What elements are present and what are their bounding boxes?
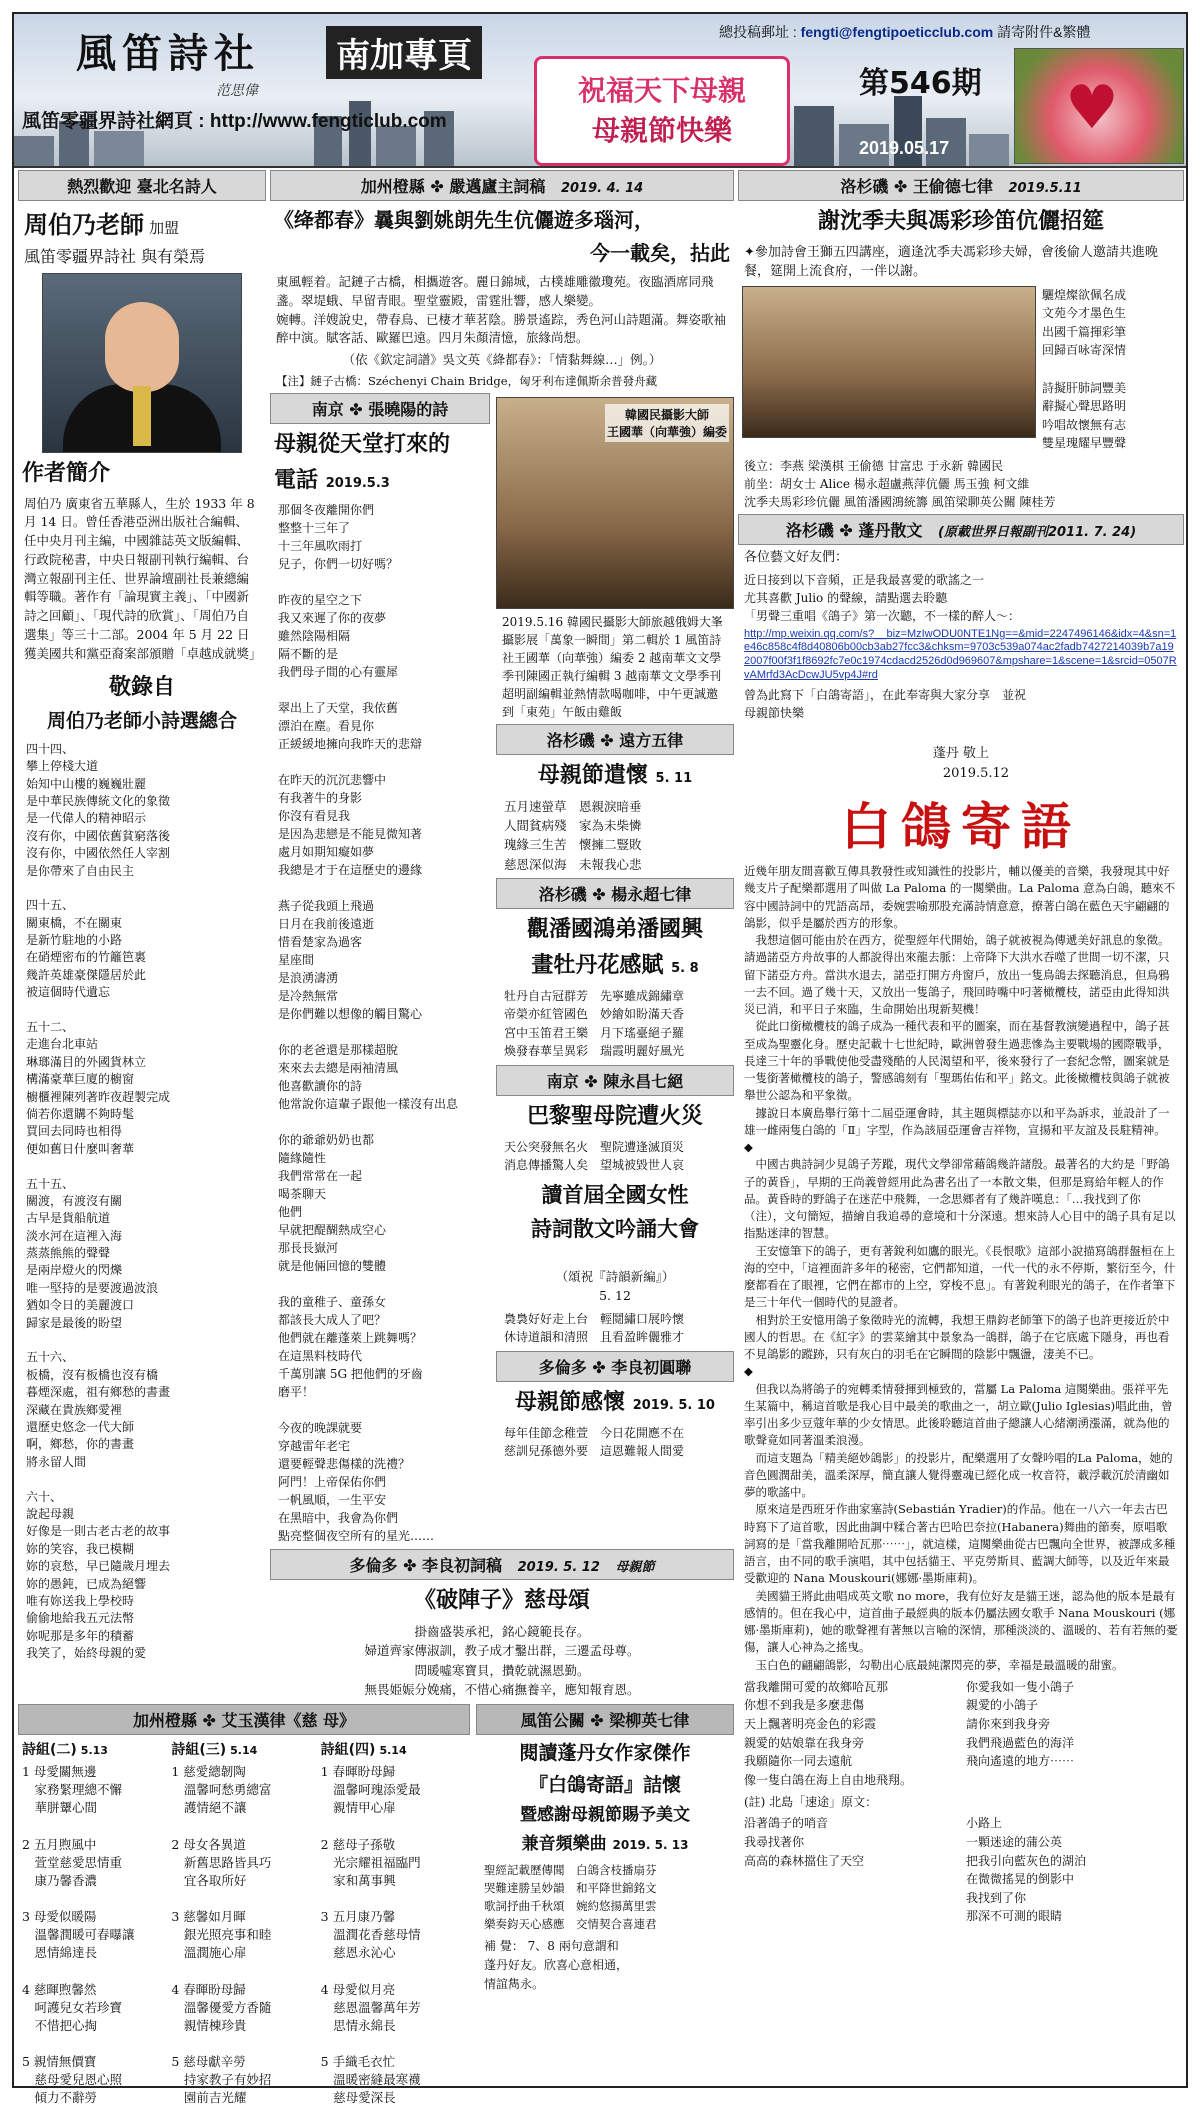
contact-label: 總投稿郵址 : <box>719 24 797 40</box>
section-bar-li-ci-label: 多倫多 ✤ 李良初詞稿 <box>349 1556 503 1576</box>
ci-note2: 【注】鏈子古橋：Széchenyi Chain Bridge，匈牙利布達佩斯余普發舟藏 <box>276 373 658 388</box>
liang-date: 2019. 5. 13 <box>612 1838 689 1853</box>
poem5-text: 天公突發無名火 聖院遭逢滅頂災 消息傳播驚人矣 望城被毀世人哀 <box>504 1139 685 1173</box>
footnote-verses <box>744 1814 1178 1926</box>
poem-group-1-date: 5.13 <box>80 1744 108 1757</box>
section-bar-li-ci-note: 母親節 <box>615 1560 655 1576</box>
poem2-text: 那個冬夜離開你們 整整十三年了 十三年風吹雨打 兒子，你們一切好嗎？ 昨夜的星空之下 我又來遲了你的夜夢 雖然陰陽相隔 隔不斷的是 我們母子間的心有靈犀 翠出上了天堂，我依舊 漂泊在塵。看見你 正緩緩地擁向我昨天的悲辯 在昨天的沉沉悲響中 有我著牛的身影 你沒有看見我 是因為悲戀是不能見微知著 處月如期知癡如夢 我總是才于在這歷史的邊緣 燕子從我頭上飛過 日月在我前後遠逝 惜看楚家為過客 星座間 是浪湧濤湧 是冷熱無常 是你們難以想像的觸目驚心 你的老爸還是那樣超脫 來來去去總是兩袖清風 他喜歡讀你的詩 他常說你這輩子跟他一樣沒有出息 你的爺爺奶奶也都 隨緣隨性 我們常常在一起 喝茶聊天 他們 早就把醍醐熱成空心 那長長嶽河 就是他倆回憶的雙體 我的童稚子、童孫女 都該長大成人了吧？ 他們就在離蓬萊上跳舞嗎？ 在這黑料枝時代 千萬別讓 5G 把他們的牙齒 磨平！ 今夜的晚課就要 穿越雷年老宅 還要輕聲悲傷樣的洗禮？ 阿門！上帝保佑你們 一帆風順，一生平安 在黑暗中，我會為你們 點亮整個夜空所有的星光…… <box>278 503 459 1544</box>
section-bar-wang <box>738 170 1184 201</box>
liang-title1: 閱讀蓬丹女作家傑作 <box>519 1742 691 1764</box>
liang-poem-text: 聖經記載歷傳聞 白鴿含枝播扇芬 哭難達勝呈妙韻 和平降世錦銘文 歌詞抒曲千秋頌 婉約悠揚萬里雲 樂奏鈞天心感應 交情契合喜連君 <box>484 1863 657 1931</box>
section-bar-liang: 風笛公關 ✤ 梁柳英七律 <box>476 1704 734 1735</box>
footnote-verse2: 小路上 一顆迷途的蒲公英 把我引向藍灰色的湖泊 在微微搖晃的倒影中 我找到了你 那深不可測的眼睛 <box>966 1816 1087 1924</box>
page-title: 南加專頁 <box>326 26 482 79</box>
liang-note: 補 覺： 7、8 兩句意謂和 蓬丹好友。欣喜心意相通， 情誼雋永。 <box>484 1939 629 1991</box>
poem2-title: 電話 <box>274 467 319 493</box>
section-bar-li-ci <box>270 1549 734 1580</box>
poem4-title-line1: 觀潘國鴻弟潘國興 <box>526 917 703 943</box>
section-bar-chen: 南京 ✤ 陳永昌七絕 <box>496 1065 734 1096</box>
banquet-caption: 後立：李燕 梁漢棋 王偷德 甘富忠 于永新 韓國民 前坐：胡女士 Alice 楊永超盧燕萍伉儷 馬玉強 柯文維 沈季夫馬彩珍伉儷 風笛潘國鴻統籌 風笛梁聊英公關 陳桂芳 <box>744 459 1056 510</box>
poem4-date: 5. 8 <box>671 960 699 976</box>
poem-group-3-title: 詩組(四) <box>320 1742 376 1758</box>
poem-group-2 <box>171 1739 316 2107</box>
ci-note: （依《欽定詞譜》吳文英《絳都春》：「情黏舞線…」例。） <box>342 352 662 367</box>
poem-group-1-title: 詩組(二) <box>22 1742 77 1758</box>
greeting-text: 近日接到以下音頻，正是我最喜愛的歌謠之一 尤其喜歡 Julio 的聲線，請點選去聆聽 「男聲三重唱《鴿子》第一次聽，不一樣的醉人～： <box>744 572 1021 623</box>
section-bar-li-ci-date: 2019. 5. 12 <box>517 1560 600 1576</box>
section-bar-yan-label: 加州橙縣 ✤ 嚴邁廬主詞稿 <box>360 177 546 196</box>
poem-group-2-heading <box>171 1739 316 1759</box>
section-bar-li-couplet: 多倫多 ✤ 李良初圓聯 <box>496 1351 734 1382</box>
lyrics-verse1: 當我離開可愛的故鄉哈瓦那 你想不到我是多麼悲傷 天上飄著明亮金色的彩霞 親愛的姑娘靠在我身旁 我願隨你一同去遠航 像一隻白鴿在海上自由地飛翔。 <box>744 1679 913 1787</box>
liang-title2: 『白鴿寄語』詰懷 <box>528 1773 681 1796</box>
liang-title4-line <box>480 1833 730 1856</box>
section-bar-pengdan <box>738 514 1184 545</box>
section-bar-yang: 洛杉磯 ✤ 楊永超七律 <box>496 878 734 909</box>
mothers-day-banner <box>534 56 790 166</box>
banquet-block <box>742 286 1180 453</box>
photo-caption: 韓國民攝影大師 王國華（向華強）編委 <box>605 404 729 442</box>
audio-link[interactable]: http://mp.weixin.qq.com/s?__biz=MzIwODU0NTE1Ng==&mid=2247496146&idx=4&sn=1e46c858c4f8d40806b00cb3ab27fcc3&chksm=9703c539a074ac2fadb7427214039b7a192007f00f3f1f8692fc7e0c1974cdacd2526d0d969607&mpshare=1&scene=1&srcid=0507RvAMrfd3AcDcwJU5vp4J#rd <box>744 627 1177 681</box>
poem3-heading <box>500 761 730 791</box>
liang-title3: 暨感謝母親節賜予美文 <box>520 1805 690 1826</box>
poem4-title-line2 <box>500 951 730 981</box>
poem8-title: 《破陣子》慈母頌 <box>413 1588 590 1614</box>
welcome-bar: 熱烈歡迎 臺北名詩人 <box>18 170 266 201</box>
footnote-label: (註) 北島「速途」原文： <box>744 1795 878 1810</box>
poem5-title: 巴黎聖母院遭火災 <box>526 1103 703 1129</box>
poem3-date: 5. 11 <box>655 771 693 786</box>
poem2-title-line1: 母親從天堂打來的 <box>274 432 451 457</box>
poem3-title: 母親節遣懷 <box>537 763 648 788</box>
poem-group-3 <box>321 1739 466 2107</box>
author-date: 2019.5.12 <box>942 765 1010 781</box>
ci-text: 東風輕着。記鏈子古橋，相攜遊客。麗日錦城，古樸雄雕徽瓊苑。夜臨酒席同飛盞。翠堤蛾、早留青眼。聖堂靈殿，雷霆壯響，感人樂變。 婉轉。洋嫂說史，帶春鳥、已棲才華茗陰。勝景遙踪，秀色河山詩題滿。舞姿歌袖醉中演。賦客話、歐羅巴遠。四月朱顏清憶，旅緣尚想。 <box>276 274 727 346</box>
ci-title-line1: 《绛都春》曩與劉姚朗先生伉儷遊多瑙河， <box>274 208 654 232</box>
lyrics-block <box>744 1678 1178 1790</box>
footnote-verse1: 沿著鴿子的哨音 我尋找著你 高高的森林擋住了天空 <box>744 1816 865 1868</box>
poem-group-1-heading <box>22 1739 167 1759</box>
logo <box>26 22 526 99</box>
poem4-text: 牡丹自古冠群芳 先寧雖成錦繡章 帝榮亦紅管國色 妙繪如盼滿天香 宮中玉笛君王樂 月下瑤臺絕子羅 煥發春華呈異彩 瑞霞明麗好風光 <box>504 988 685 1059</box>
bottom-liang-poem <box>476 1704 734 1997</box>
poem-group-3-date: 5.14 <box>379 1744 407 1757</box>
heart-flower-image <box>1014 48 1184 164</box>
author-join: 加盟 <box>149 219 180 237</box>
contact-email[interactable]: fengti@fengtipoeticclub.com <box>800 24 994 40</box>
poem6-note-line <box>502 1250 728 1306</box>
author-line <box>744 725 1178 784</box>
article1-poem: 驪煌燦欲佩名成 文苑今才墨色生 出國千篇揮彩筆 回歸百咏寄深情 詩擬肝肺詞豐美 辭擬心聲思路明 吟唱故懷無有志 雙星瑰耀早豐聲 <box>1042 287 1127 451</box>
group-photo <box>496 397 734 609</box>
poem7-title: 母親節感懷 <box>515 1389 626 1415</box>
calligraphy-signature: 范思偉 <box>216 83 258 99</box>
author-name: 周伯乃老師 <box>24 211 144 239</box>
issue-number: 第546期 <box>859 66 982 101</box>
issue-date: 2019.05.17 <box>859 138 950 158</box>
banner-line1: 祝福天下母親 <box>577 74 746 107</box>
zhang-poem-block <box>270 393 490 1549</box>
section-bar-yan-date: 2019. 4. 14 <box>560 181 644 196</box>
newspaper-page <box>12 12 1188 2106</box>
section-bar-yuanfang: 洛杉磯 ✤ 遠方五律 <box>496 724 734 755</box>
column-left <box>18 170 266 1666</box>
article1-title: 謝沈季夫與馮彩珍笛伉儷招筵 <box>817 209 1104 234</box>
poem7-heading <box>500 1388 730 1418</box>
bio-title: 作者簡介 <box>22 461 111 486</box>
poem2-title-line2 <box>274 466 486 496</box>
pengdan-note: 曾為此寫下「白鴿寄語」，在此奉寄與大家分享 並祝 母親節快樂 <box>744 687 1027 720</box>
logo-text: 風笛詩社 <box>76 30 260 77</box>
banquet-photo <box>742 286 1036 438</box>
portrait-tie <box>133 386 151 446</box>
dove-essay-text: 近幾年朋友間喜歡互傳具教發性或知識性的投影片，輔以優美的音樂，我發現其中好幾支片子配樂都選用了叫做 La Paloma 的一闋樂曲。La Paloma 意為白鴿，聽來不容中國詩詞中的咒語高昂，委婉雲喻那股充滿詩情意意，撩著白鴿在藍色天宇翩翩的鴿影，似乎是屬於西方的形象。 我想這個可能由於在西方，從聖經年代開始，鴿子就被視為傳遞美好訊息的象徵。請過諾亞方舟故事的人都說得出來龍去脈：上帝降下大洪水吞噬了世間一切不潔，只留下諾亞方舟。當洪水退去，諾亞打開方舟窗戶，放出一隻鳥鴿去探聽消息，但鳥鴉一去不回。過了幾十天，又放出一隻鴿子，飛回時嘴中叼著橄欖枝，諾亞由此得知洪災已消，和平日子來臨，生命開始出現新契機！ 從此口銜橄欖枝的鴿子成為一種代表和平的圖案，而在基督教演變過程中，鴿子甚至成為聖靈化身。歷史記載十七世紀時，歐洲曾發生過悲慘為主要戰場的國際戰爭，長達三十年的爭戰使他受盡殘酷的人民渴望和平，後來發行了一套紀念幣，圖案就是一隻銜著橄欖枝的鴿子，警感鴿刻有「聖瑪佑佑和平」銘文。此後橄欖枝與鴿子就被舉世公認為和平象徵。 據說日本廣島舉行第十二屆亞運會時，其主題與標誌亦以和平為訴求，並設計了一雄一雌兩隻白鴿的「Ⅱ」字型，作為該屆亞運會吉祥物，宣揚和平友誼及長駐精神。 ◆ 中國古典詩詞少見鴿子芳蹤，現代文學卻常藉鴿幾許諸殷。最著名的大約是「野鴿子的黃昏」，早期的王尚義曾經用此為書名出了一本散文集，但那是寫給年輕人的作品。黃昏時的野鴿子在迷茫中飛舞，一念思鄉者有了幾許嘆息：「…我找到了你（注），文句簡短，描繪自我追尋的意境和十分深遠。想來詩人心目中的鴿子具有足以指點迷津的智慧。 王安憶筆下的鴿子，更有著銳利如鷹的眼光。《長恨歌》這部小說描寫鴿群盤桓在上海的空中，「這裡面許多年的秘密，它們都知道，一代一代的永不停斯，繁衍至今，什麼都看在了眼裡，它們在都市的上空，穿梭不息」。有著銳利眼光的鴿子，在作者筆下是三十年代一個時代的見證者。 相對於王安憶用鴿子象徵時光的流轉，我想王鼎鈞老師筆下的鴿子也許更接近於中國人的哲思。在《紅字》的雲菜繪其中景象為一鴿群，鴿子在它底處下隱身，再也看不見鴿影的蹤跡，只有灰白的羽毛在它瞬間的陰影中飄盪，淒美不已。 ◆ 但我以為將鴿子的宛轉柔情發揮到極致的，當屬 La Paloma 這闋樂曲。張祥平先生某篇中，稱這首歌是我心目中最美的歌曲之一，胡立歐(Julio Iglesias)唱此曲，曾率引出多少豆蔻年華的少女情思。此後聆聽這首曲子總讓人心緒潮湧漲滿，就為他的歌聲竟如同著溫柔浪漫。 而這支題為「精美絕妙鴿影」的投影片，配樂選用了女聲吟唱的La Paloma，她的音色圓潤甜美，溫柔深厚，簡直讓人覺得靈魂已經化成一枚音符，載浮載沉於清幽如夢的歌謠中。 原來這是西班牙作曲家塞詩(Sebastián Yradier)的作品。他在一八六一年去古巴時寫下了這首歌，因此曲調中糅合著古巴哈巴奈拉(Habanera)舞曲的節奏，原唱歌詞寫的是「當我離開哈瓦那⋯⋯」，就這樣，這闋樂曲從古巴飄向全世界，被譯成多種語言，由不同的歌手演唱，其中包括貓王、平克勞斯貝、藍調大師等，以及近年來最受歡迎的 Nana Mouskouri(娜娜·墨斯庫莉)。 美國貓王將此曲唱成英文歌 no more，我有位好友是貓王迷，認為他的版本是最有感情的。但在我心中，這首曲子最經典的版本仍屬法國女歌手 Nana Mouskouri (娜娜·墨斯庫莉)，她的歌聲裡有著無以言喻的深情，那種淡淡的、溫暖的、若有若無的憂傷，讓人心神為之搖曳。 玉白色的翩翩鴿影，勾勒出心底最純潔閃亮的夢，幸福是最溫暖的甜蜜。 <box>744 864 1178 1672</box>
poem-group-1 <box>22 1739 167 2107</box>
middle-split <box>270 393 734 1549</box>
poem6-title-line2: 詩詞散文吟誦大會 <box>531 1217 699 1242</box>
bio-text: 周伯乃 廣東省五華縣人，生於 1933 年 8 月 14 日。曾任香港亞洲出版社合編輯、任中央月刊主編，中國雜誌英文版編輯、行政院秘書，中央日報副刊執行編輯、台灣立報副刊主任、世界論壇副社長兼總編輯等職。著作有「論現實主義」、「中國新詩之回顧」、「現代詩的欣賞」、「周伯乃自選集」等三十二部。2004 年 5 月 22 日獲美國共和黨亞裔案部頒贈「卓越成就獎」 <box>24 495 262 661</box>
masthead <box>14 14 1186 168</box>
photo-description: 2019.5.16 韓國民攝影大師旅越俄姆大峯攝影展「萬象一瞬間」第二輯於 1 風笛詩社王國華（向華強）編委 2 越南華文文學季刊陳國正執行編輯 3 越南華文文學季刊超明副編輯並熱情款喝咖啡，中午更誠邀到「東苑」午飯由雞飯 <box>502 615 723 719</box>
author-portrait <box>42 273 242 453</box>
poem6-text: 裊裊好好走上台 輕鬩繡口展吟懷 休诗道韻和清照 且看盈眸儷雅才 <box>504 1311 685 1345</box>
poem-group-1-lines: 1 母愛關無邊 家務緊理總不懈 華胼顰心間 2 五月煦風中 萱堂慈愛思情重 康乃馨香濃 3 母愛似暖陽 溫馨潤暖可春曝讓 恩情綿達長 4 慈暉煦馨然 呵護兒女若珍寶 不惜把心掏 5 親情無價寶 慈母愛兒恩心照 傾力不辭勞 <box>22 1764 135 2106</box>
club-line: 風笛零疆界詩社 與有榮焉 <box>24 247 206 266</box>
poem7-date: 2019. 5. 10 <box>632 1397 715 1413</box>
section-bar-pengdan-label: 洛杉磯 ✤ 蓬丹散文 <box>785 521 923 541</box>
section-bar-zhang: 南京 ✤ 張曉陽的詩 <box>270 393 490 424</box>
dove-essay-title: 白鴿寄語 <box>841 798 1081 857</box>
column-right <box>738 170 1184 1928</box>
right-subcolumn <box>496 393 734 1549</box>
poem4-title: 畫牡丹花感賦 <box>531 952 664 978</box>
poem-group-row <box>22 1739 466 2107</box>
portrait-face <box>105 302 179 392</box>
record-title1: 敬錄自 <box>108 675 175 701</box>
section-bar-wang-date: 2019.5.11 <box>1008 181 1082 196</box>
author-heading <box>24 205 260 240</box>
ci-title-line2: 今一載矣，拈此 <box>590 241 730 265</box>
poem6-date: 5. 12 <box>599 1288 631 1303</box>
contact-line <box>719 22 1090 42</box>
contact-note: 請寄附件&繁體 <box>997 24 1091 40</box>
poem3-text: 五月速螢草 恩親淚暗垂 人間貧病殘 家為未柴憐 瑰緣三生苦 懷擁二豎敗 慈恩深似海 未報我心悲 <box>504 798 642 872</box>
poem2-date: 2019.5.3 <box>325 475 390 491</box>
poem-group-3-heading <box>321 1739 466 1759</box>
author-sign: 蓬丹 敬上 <box>932 746 990 762</box>
poem-group-2-date: 5.14 <box>230 1744 258 1757</box>
section-bar-pengdan-note: (原載世界日報副刊2011. 7. 24) <box>938 525 1137 541</box>
poem8-text: 掛齒盛裝承祀，銘心鏡範長存。 婦道齊家傳淑訓，教子成才鑿出群，三遷孟母尊。 問暖噓寒寶貝，攢乾就濕恩勤。 無畏姫娠分娩痛，不惜心痛撫養辛，應知報育恩。 <box>364 1624 640 1698</box>
heart-icon: ♥ <box>1065 73 1119 143</box>
poem6-note: （頌祝『詩韻新編』） <box>555 1269 675 1285</box>
greeting: 各位藝文好友們： <box>744 550 849 566</box>
banner-line2: 母親節快樂 <box>591 114 732 147</box>
poem6-title-line1: 讀首屆全國女性 <box>541 1182 689 1207</box>
poem-group-3-lines: 1 春暉盼母歸 溫馨呵瑰添愛最 親情甲心扉 2 慈母子孫敬 光宗耀祖福臨門 家和萬事興 3 五月康乃馨 溫潤花香慈母情 慈恩永沁心 4 母愛似月亮 慈恩溫馨萬年芳 思情永綿長 5 手織毛衣忙 溫暖密縫最寒襪 慈母愛深長 <box>320 1764 421 2106</box>
site-url[interactable]: 風笛零疆界詩社網頁 : http://www.fengticlub.com <box>22 111 447 132</box>
article1-intro: ✦參加詩會王獅五四講座，適逢沈季夫馮彩珍夫婦，會後偷人邀請共進晚餐，筵開上流食府，一伴以謝。 <box>744 244 1158 280</box>
record-title2: 周伯乃老師小詩選總合 <box>46 710 237 733</box>
poem-group-2-lines: 1 慈愛總韌陶 溫馨呵愁勇總富 護情絕不讓 2 母女各異道 新舊思路皆具巧 宜各取所好 3 慈馨如月暉 銀光照亮事和睦 溫潤施心扉 4 春暉盼母歸 溫馨優愛方香隨 親情棟珍貴 5 慈母獻辛勞 持家教子有妙招 園前吉光耀 <box>171 1764 272 2106</box>
section-bar-wang-label: 洛杉磯 ✤ 王偷德七律 <box>840 177 993 196</box>
lyrics-verse2: 你愛我如一隻小鴿子 親愛的小鴿子 請你來到我身旁 我們飛過藍色的海洋 飛向遙遠的地方⋯⋯ <box>966 1679 1075 1769</box>
bottom-poem-groups <box>18 1704 470 2111</box>
section-bar-ai: 加州橙縣 ✤ 艾玉漢律《慈 母》 <box>18 1704 470 1735</box>
poem7-text: 每年佳節念稚萱 今日花開應不在 慈訓兒孫德外要 這恩難報人間愛 <box>504 1425 685 1459</box>
section-bar-yan <box>270 170 734 201</box>
column-middle <box>270 170 734 1704</box>
liang-title4: 兼音頻樂曲 <box>521 1834 607 1855</box>
poems-selection: 四十四、 攀上停棧大道 始知中山樓的巍巍壯麗 是中華民族傳統文化的象徵 是一代偉人的精神昭示 沒有你，中國依舊貧窮落後 沒有你，中國依然任人宰割 是你帶來了自由民主 四十五、 關東橋，不在關東 是新竹駐地的小路 在硝煙密布的竹籬笆裏 幾許英雄豪傑隱居於此 被這個時代遺忘 五十二、 走進台北車站 琳瑯滿目的外國貨林立 構滿豪華巨廈的櫥窗 櫥櫃裡陳列著昨夜趕製完成 倘若你還購不夠時髦 買回去同時也相得 便如舊日什麼叫奢華 五十五、 關渡，有渡沒有關 古早是貨船航道 淡水河在這裡入海 蒸蒸熊熊的聲聲 是兩岸燈火的閃爍 唯一堅持的是要渡過波浪 猶如令日的美麗渡口 歸家是最後的盼望 五十六、 板橋，沒有板橋也沒有橋 暮煙深處，祖有鄉愁的書畫 深藏在貴族鄉愛裡 還歷史悠念一代大師 啊，鄉愁，你的書畫 將永留人間 六十、 說起母親 好像是一則古老古老的故事 妳的笑容，我已模糊 妳的哀愁，早已隨歲月埋去 妳的愚鈍，已成為絕響 唯有妳送我上學校時 偷偷地給我五元法幣 妳呢那是多年的積蓄 我笑了，始終母親的愛 <box>26 741 171 1661</box>
poem-group-2-title: 詩組(三) <box>171 1742 227 1758</box>
